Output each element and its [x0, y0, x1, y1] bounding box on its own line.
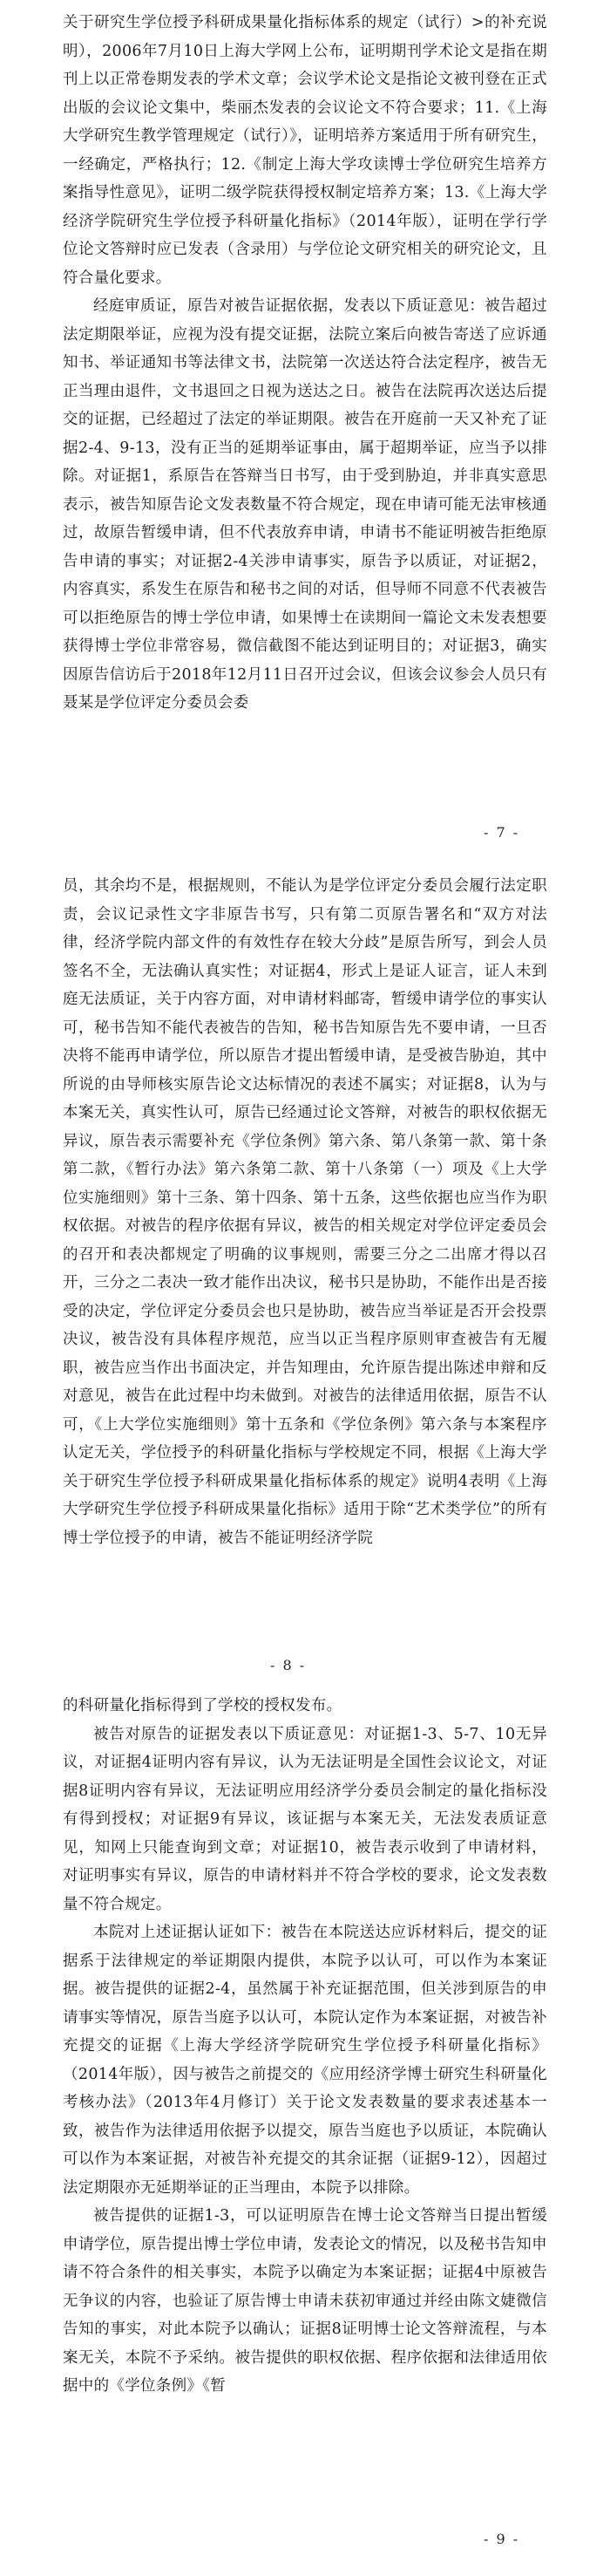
- page-number: - 8 -: [270, 1657, 307, 1673]
- paragraph: 本院对上述证据认证如下：被告在本院送达应诉材料后，提交的证据系于法律规定的举证期限内提供，本院予以认可，可以作为本案证据。被告提供的证据2-4，虽然属于补充证据范围，但关涉到原告的申请事实等情况，原告当庭予以认可，本院认定作为本案证据，对被告补充提交的证据《上海大学经济学院研究生学位授予科研量化指标》（2014年版），因与被告之前提交的《应用经济学博士研究生科研量化考核办法》（2013年4月修订）关于论文发表数量的要求表述基本一致，被告作为法律适用依据予以提交，原告当庭也予以质证，本院确认可以作为本案证据，对被告补充提交的其余证据（证据9-12），因超过法定期限亦无延期举证的正当理由，本院予以排除。: [63, 1924, 547, 2197]
- paragraph: 被告提供的证据1-3，可以证明原告在博士论文答辩当日提出暂缓申请学位，原告提出博士学位申请，发表论文的情况，以及秘书告知申请不符合条件的相关事实，本院予以确定为本案证据；证据4中原被告无争议的内容，也验证了原告博士申请未获初审通过并经由陈文婕微信告知的事实，对此本院予以确认；证据8证明博士论文答辩流程，与本案无关，本院不予采纳。被告提供的职权依据、程序依据和法律适用依据中的《学位条例》《暂: [63, 2207, 547, 2395]
- paragraph: 被告对原告的证据发表以下质证意见：对证据1-3、5-7、10无异议，对证据4证明内容有异议，认为无法证明是全国性会议论文，对证据8证明内容有异议，无法证明应用经济学分委员会制定的量化指标没有得到授权；对证据9有异议，该证据与本案无关，无法发表质证意见，知网上只能查询到文章；对证据10，被告表示收到了申请材料，对证明事实有异议，原告的申请材料并不符合学校的要求，论文发表数量不符合规定。: [63, 1725, 547, 1913]
- paragraph: 关于研究生学位授予科研成果量化指标体系的规定（试行）>的补充说明），2006年7月10日上海大学网上公布，证明期刊学术论文是指在期刊上以正常卷期发表的学术文章；会议学术论文是指论文被刊登在正式出版的会议论文集中，柴丽杰发表的会议论文不符合要求；11.《上海大学研究生教学管理规定（试行）》，证明培养方案适用于所有研究生，一经确定，严格执行；12.《制定上海大学攻读博士学位研究生培养方案指导性意见》，证明二级学院获得授权制定培养方案；13.《上海大学经济学院研究生学位授予科研量化指标》（2014年版），证明在学行学位论文答辩时应已发表（含录用）与学位论文研究相关的研究论文，且符合量化要求。: [63, 14, 547, 287]
- paragraph: 员，其余均不是，根据规则，不能认为是学位评定分委员会履行法定职责，会议记录性文字非原告书写，只有第二页原告署名和“双方对法律，经济学院内部文件的有效性存在较大分歧”是原告所写，到会人员签名不全，无法确认真实性；对证据4，形式上是证人证言，证人未到庭无法质证，关于内容方面，对申请材料邮寄，暂缓申请学位的事实认可，秘书告知不能代表被告的告知，秘书告知原告先不要申请，一旦否决将不能再申请学位，所以原告才提出暂缓申请，是受被告胁迫，其中所说的由导师核实原告论文达标情况的表述不属实；对证据8，认为与本案无关，真实性认可，原告已经通过论文答辩，对被告的职权依据无异议，原告表示需要补充《学位条例》第六条、第八条第一款、第十条第二款，《暂行办法》第六条第二款、第十八条第（一）项及《上大学位实施细则》第十三条、第十四条、第十五条，这些依据也应当作为职权依据。对被告的程序依据有异议，被告的相关规定对学位评定委员会的召开和表决都规定了明确的议事规则，需要三分之二出席才得以召开，三分之二表决一致才能作出决议，秘书只是协助，不能作出是否接受的决定，学位评定分委员会也只是协助，被告应当举证是否开会投票决议，被告没有具体程序规范，应当以正当程序原则审查被告有无履职，被告应当作出书面决定，并告知理由，允许原告提出陈述申辩和反对意见，被告在此过程中均未做到。对被告的法律适用依据，原告不认可，《上大学位实施细则》第十五条和《学位条例》第六条与本案程序认定无关，学位授予的科研量化指标与学校规定不同，根据《上海大学关于研究生学位授予科研成果量化指标体系的规定》说明4表明《上海大学研究生学位授予科研成果量化指标》适用于除“艺术类学位”的所有博士学位授予的申请，被告不能证明经济学院: [63, 877, 547, 1547]
- paragraph: 经庭审质证，原告对被告证据依据，发表以下质证意见：被告超过法定期限举证，应视为没有提交证据，法院立案后向被告寄送了应诉通知书、举证通知书等法律文书，法院第一次送达符合法定程序，被告无正当理由退件，文书退回之日视为送达之日。被告在法院再次送达后提交的证据，已经超过了法定的举证期限。被告在开庭前一天又补充了证据2-4、9-13，没有正当的延期举证事由，属于超期举证，应当予以排除。对证据1，系原告在答辩当日书写，由于受到胁迫，并非真实意思表示，被告知原告论文发表数量不符合规定，现在申请可能无法审核通过，故原告暂缓申请，但不代表放弃申请，申请书不能证明被告拒绝原告申请的事实；对证据2-4关涉申请事实，原告予以质证，对证据2，内容真实，系发生在原告和秘书之间的对话，但导师不同意不代表被告可以拒绝原告的博士学位申请，如果博士在读期间一篇论文未发表想要获得博士学位非常容易，微信截图不能达到证明目的；对证据3，确实因原告信访后于2018年12月11日召开过会议，但该会议参会人员只有聂某是学位评定分委员会委: [63, 297, 547, 712]
- page-number: - 9 -: [484, 2531, 520, 2547]
- page-number: - 7 -: [484, 824, 520, 841]
- paragraph: 的科研量化指标得到了学校的授权发布。: [63, 1697, 342, 1714]
- document-page-7: [0, 9, 610, 718]
- document-page-9: [0, 1692, 610, 2401]
- document-page-8: [0, 872, 610, 1552]
